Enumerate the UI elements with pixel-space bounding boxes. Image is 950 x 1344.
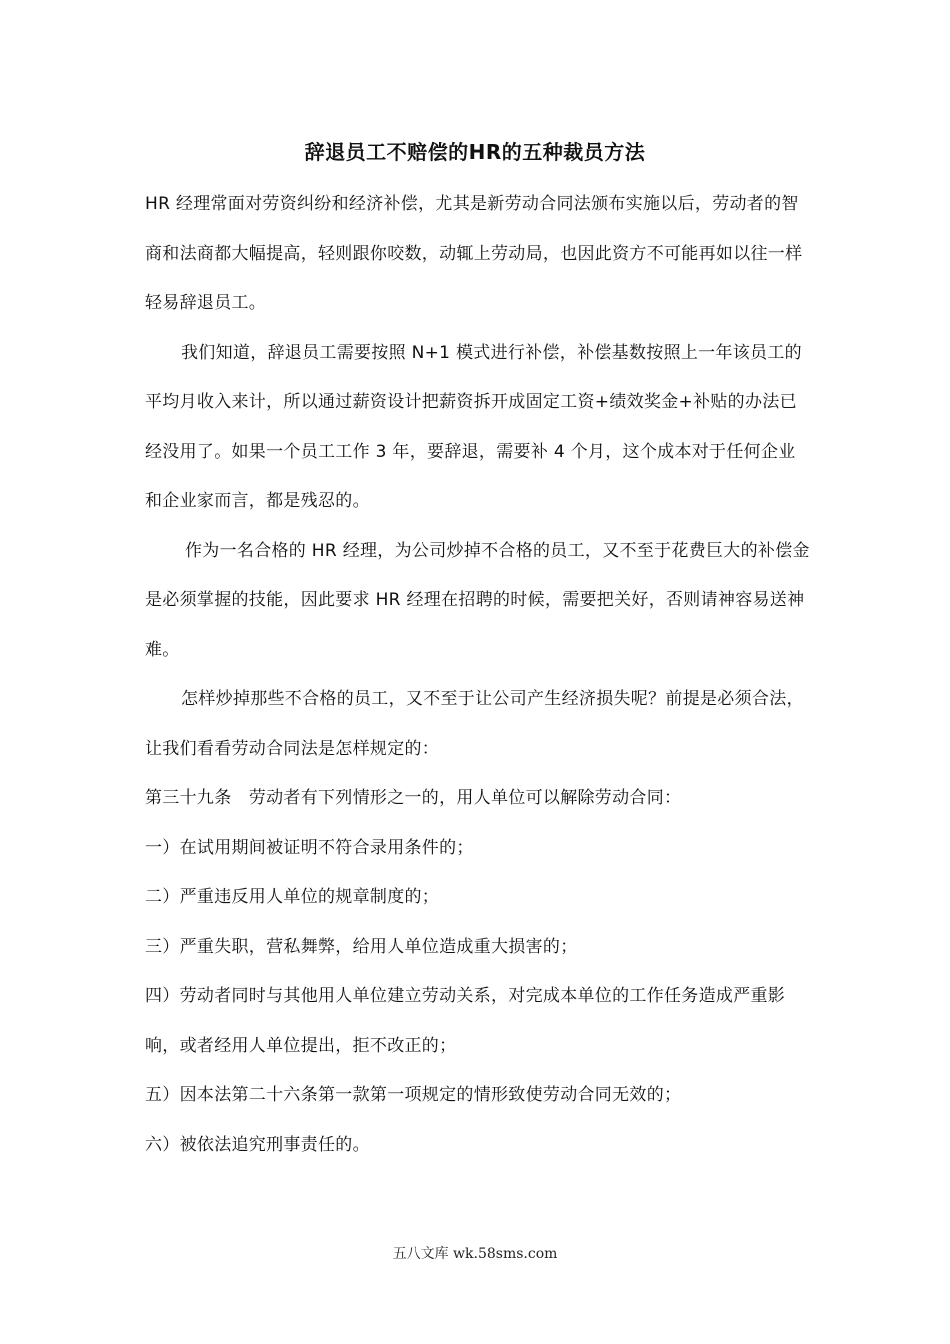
list-item: 六）被依法追究刑事责任的。 bbox=[145, 1134, 370, 1155]
paragraph-intro: HR 经理常面对劳资纠纷和经济补偿，尤其是新劳动合同法颁布实施以后，劳动者的智商和法商都大幅提高，轻则跟你咬数，动辄上劳动局，也因此资方不可能再如以往一样轻易辞退员工。 bbox=[145, 194, 803, 313]
list-item: 二）严重违反用人单位的规章制度的； bbox=[145, 887, 440, 907]
paragraph-legal-premise: 怎样炒掉那些不合格的员工，又不至于让公司产生经济损失呢？前提是必须合法，让我们看看劳动合同法是怎样规定的： bbox=[145, 689, 804, 759]
list-item: 五）因本法第二十六条第一款第一项规定的情形致使劳动合同无效的； bbox=[145, 1085, 682, 1105]
article-heading: 第三十九条 劳动者有下列情形之一的，用人单位可以解除劳动合同： bbox=[145, 788, 682, 808]
footer-watermark: 五八文库 wk.58sms.com bbox=[392, 1246, 558, 1262]
list-item: 四）劳动者同时与其他用人单位建立劳动关系，对完成本单位的工作任务造成严重影响，或者经用人单位提出，拒不改正的； bbox=[145, 986, 786, 1056]
document-body bbox=[145, 180, 810, 1170]
paragraph-hr-skill: 作为一名合格的 HR 经理，为公司炒掉不合格的员工，又不至于花费巨大的补偿金是必须掌握的技能，因此要求 HR 经理在招聘的时候，需要把关好，否则请神容易送神难。 bbox=[145, 540, 810, 660]
document-title: 辞退员工不赔偿的HR的五种裁员方法 bbox=[304, 140, 646, 164]
paragraph-compensation: 我们知道，辞退员工需要按照 N+1 模式进行补偿，补偿基数按照上一年该员工的平均月收入来计，所以通过薪资设计把薪资拆开成固定工资+绩效奖金+补贴的办法已经没用了。如果一个员工工作 3 年，要辞退，需要补 4 个月，这个成本对于任何企业和企业家而言，都是残忍的。 bbox=[145, 342, 802, 511]
list-item: 一）在试用期间被证明不符合录用条件的； bbox=[145, 837, 474, 858]
list-item: 三）严重失职，营私舞弊，给用人单位造成重大损害的； bbox=[145, 936, 578, 957]
